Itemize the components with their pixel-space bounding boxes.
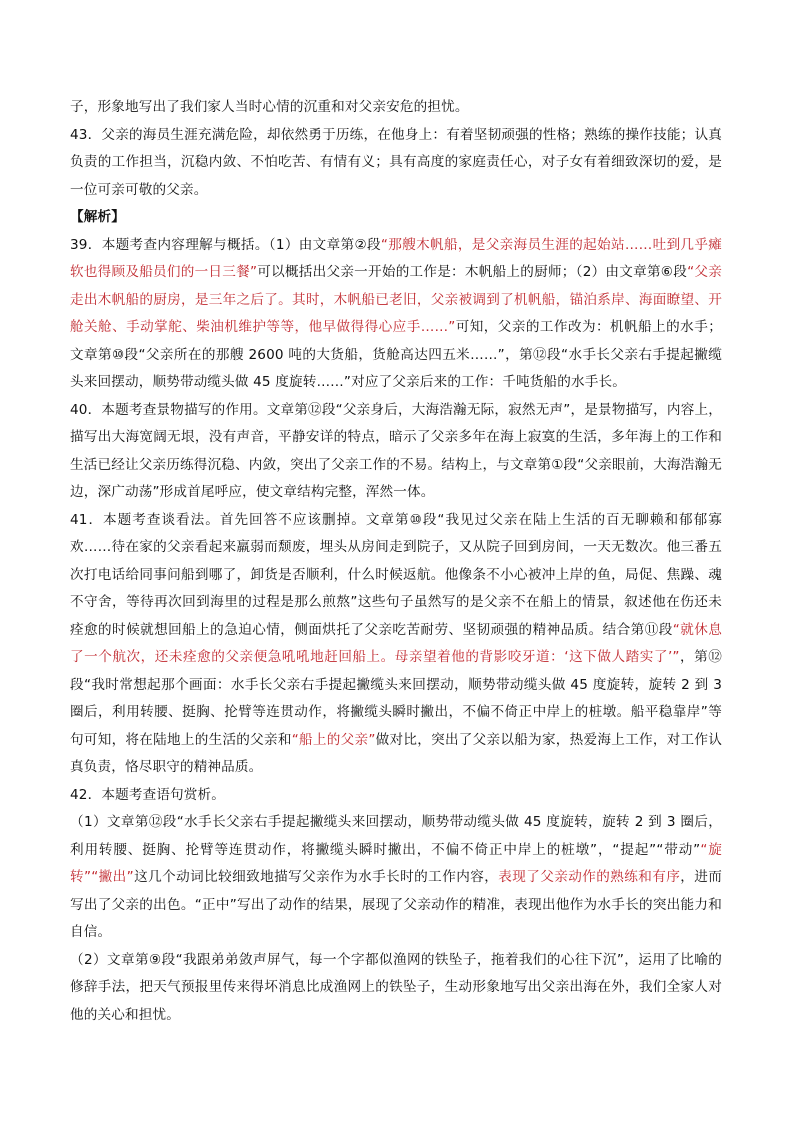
text-segment: 40．本题考查景物描写的作用。文章第⑫段“父亲身后，大海浩瀚无际，寂然无声”，是景物描写，内容上，描写出大海宽阔无垠，没有声音，平静安详的特点，暗示了父亲多年在海上寂寞的生活，多年海上的工作和生活已经让父亲历练得沉稳、内敛，突出了父亲工作的不易。结构上，与文章第①段“父亲眼前，大海浩瀚无边，深广动荡”形成首尾呼应，使文章结构完整，浑然一体。	[70, 401, 722, 500]
quoted-highlight: “船上的父亲”	[291, 731, 376, 748]
text-segment: ，第⑫段“我时常想起那个画面：水手长父亲右手提起撇缆头来回摆动，顺势带动缆头做 45 度旋转，旋转 2 到 3 圈后，利用转腰、挺胸、抡臂等连贯动作，将撇缆头瞬时撇出，不偏不倚正中岸上的桩墩。船平稳靠岸”等句可知，将在陆地上的生活的父亲和	[70, 649, 722, 748]
paragraph-p0	[70, 94, 722, 122]
paragraph-p7	[70, 809, 722, 947]
section-heading	[70, 204, 722, 232]
text-segment: 42．本题考查语句赏析。	[70, 786, 226, 803]
quoted-highlight: “就休息了一个航次，还未痊愈的父亲便急吼吼地赶回船上。母亲望着他的背影咬牙道：‘这下做人踏实了’”	[70, 621, 722, 665]
document-body	[70, 94, 722, 1029]
text-segment: 39．本题考查内容理解与概括。（1）由文章第②段	[70, 236, 381, 253]
text-segment: 41．本题考查谈看法。首先回答不应该删掉。文章第⑩段“我见过父亲在陆上生活的百无聊赖和郁郁寡欢……待在家的父亲看起来羸弱而颓废，埋头从房间走到院子，又从院子回到房间，一天无数次。他三番五次打电话给同事问船到哪了，卸货是否顺利，什么时候返航。他像条不小心被冲上岸的鱼，局促、焦躁、魂不守舍，等待再次回到海里的过程是那么煎熬”这些句子虽然写的是父亲不在船上的情景，叙述他在伤还未痊愈的时候就想回船上的急迫心情，侧面烘托了父亲吃苦耐劳、坚韧顽强的精神品质。结合第⑪段	[70, 511, 722, 638]
text-segment: 43．父亲的海员生涯充满危险，却依然勇于历练，在他身上：有着坚韧顽强的性格；熟练的操作技能；认真负责的工作担当，沉稳内敛、不怕吃苦、有情有义；具有高度的家庭责任心，对子女有着细致深切的爱，是一位可亲可敬的父亲。	[70, 126, 722, 198]
text-segment: 可知，父亲的工作改为：机帆船上的水手；文章第⑩段“父亲所在的那艘 2600 吨的大货船，货舱高达四五米……”，第⑫段“水手长父亲右手提起撇缆头来回摆动，顺势带动缆头做 45 度旋转……”对应了父亲后来的工作：千吨货船的水手长。	[70, 319, 722, 390]
paragraph-p6	[70, 782, 722, 810]
paragraph-p4	[70, 397, 722, 507]
text-segment: 子，形象地写出了我们家人当时心情的沉重和对父亲安危的担忧。	[70, 99, 469, 115]
text-segment: 【解析】	[70, 209, 125, 225]
paragraph-p5	[70, 507, 722, 782]
text-segment: ，进而写出了父亲的出色。“正中”写出了动作的结果，展现了父亲动作的精准，表现出他作为水手长的突出能力和自信。	[70, 869, 723, 940]
text-segment: （2）文章第⑨段“我跟弟弟敛声屏气，每一个字都似渔网的铁坠子，拖着我们的心往下沉”，运用了比喻的修辞手法，把天气预报里传来得坏消息比成渔网上的铁坠子，生动形象地写出父亲出海在外，我们全家人对他的关心和担忧。	[70, 951, 722, 1023]
text-segment: 可以概括出父亲一开始的工作是：木帆船上的厨师；（2）由文章第⑥段	[257, 264, 688, 280]
text-segment: （1）文章第⑫段“水手长父亲右手提起撇缆头来回摆动，顺势带动缆头做 45 度旋转，旋转 2 到 3 圈后，利用转腰、挺胸、抡臂等连贯动作，将撇缆头瞬时撇出，不偏不倚正中岸上的桩墩”，“提起”“带动”	[70, 814, 722, 858]
paragraph-p8	[70, 947, 722, 1030]
quoted-highlight: 表现了父亲动作的熟练和有序	[498, 869, 681, 885]
paragraph-p1	[70, 122, 722, 205]
text-segment: 做对比，突出了父亲以船为家，热爱海上工作，对工作认真负责，恪尽职守的精神品质。	[70, 731, 722, 775]
quoted-highlight: “那艘木帆船，是父亲海员生涯的起始站……吐到几乎瘫软也得顾及船员们的一日三餐”	[70, 236, 723, 280]
paragraph-p3	[70, 232, 722, 397]
quoted-highlight: “父亲走出木帆船的厨房，是三年之后了。其时，木帆船已老旧，父亲被调到了机帆船，锚泊系岸、海面瞭望、开舱关舱、手动掌舵、柴油机维护等等，他早做得得心应手……”	[70, 264, 722, 335]
quoted-highlight: “旋转”“撇出”	[70, 841, 722, 885]
text-segment: 这几个动词比较细致地描写父亲作为水手长时的工作内容，	[133, 869, 499, 885]
